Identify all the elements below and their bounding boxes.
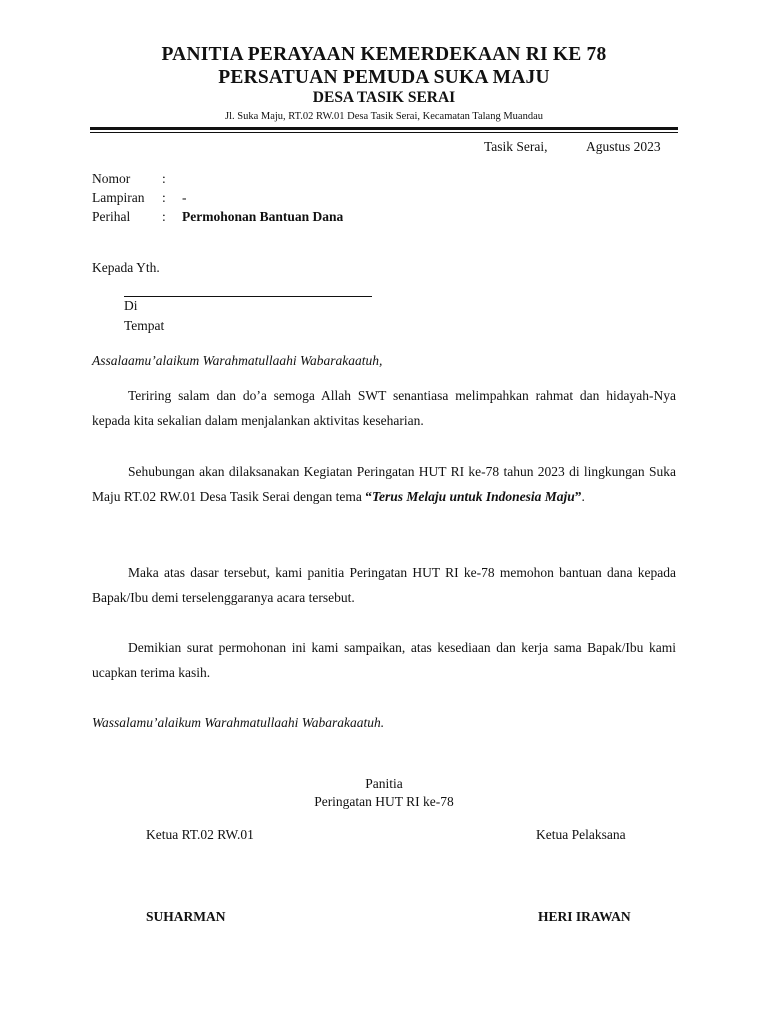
date-place: Tasik Serai, [484,139,548,154]
nomor-colon: : [162,171,166,186]
signature-right-name: HERI IRAWAN [538,909,631,924]
letterhead-title-2: PERSATUAN PEMUDA SUKA MAJU [218,67,550,88]
recipient-kepada: Kepada Yth. [92,260,160,275]
signature-committee-sub: Peringatan HUT RI ke-78 [314,794,454,809]
letterhead-title-3: DESA TASIK SERAI [312,89,456,106]
salam-closing: Wassalamu’alaikum Warahmatullaahi Wabarakaatuh. [92,715,385,730]
letterhead-rule-thin [90,132,678,133]
lampiran-label: Lampiran [92,190,145,205]
paragraph-1: Teriring salam dan do’a semoga Allah SWT senantiasa melimpahkan rahmat dan hidayah-Nya kepada kita sekalian dalam menjalankan aktivitas keseharian. [92,388,676,428]
recipient-tempat: Tempat [124,318,165,333]
date-value: Agustus 2023 [586,139,661,154]
salam-opening: Assalaamu’alaikum Warahmatullaahi Wabarakaatuh, [92,353,383,368]
nomor-label: Nomor [92,171,131,186]
perihal-label: Perihal [92,209,131,224]
perihal-colon: : [162,209,166,224]
paragraph-2-quote-close: ” [574,489,582,504]
letterhead-title-1: PANITIA PERAYAAN KEMERDEKAAN RI KE 78 [161,44,607,65]
perihal-value: Permohonan Bantuan Dana [182,209,344,224]
paragraph-2-theme: Terus Melaju untuk Indonesia Maju [371,489,575,504]
signature-right-title: Ketua Pelaksana [536,827,626,842]
paragraph-2-quote-open: “ [365,489,372,504]
signature-left-title: Ketua RT.02 RW.01 [146,827,254,842]
recipient-di: Di [124,298,138,313]
letterhead-rule-thick [90,127,678,130]
lampiran-colon: : [162,190,166,205]
paragraph-2-end: . [581,489,585,504]
letterhead-address: Jl. Suka Maju, RT.02 RW.01 Desa Tasik Serai, Kecamatan Talang Muandau [225,111,543,122]
paragraph-2 [92,459,676,509]
paragraph-4: Demikian surat permohonan ini kami sampaikan, atas kesediaan dan kerja sama Bapak/Ibu kami ucapkan terima kasih. [92,640,676,680]
lampiran-value: - [182,190,187,205]
signature-left-name: SUHARMAN [146,909,226,924]
recipient-name-line [124,296,372,297]
signature-committee: Panitia [365,776,403,791]
paragraph-2-text: Sehubungan akan dilaksanakan Kegiatan Peringatan HUT RI ke-78 tahun 2023 di lingkungan Suka Maju RT.02 RW.01 Desa Tasik Serai dengan tema [92,464,676,504]
paragraph-3: Maka atas dasar tersebut, kami panitia Peringatan HUT RI ke-78 memohon bantuan dana kepada Bapak/Ibu demi terselenggaranya acara tersebut. [92,565,676,605]
